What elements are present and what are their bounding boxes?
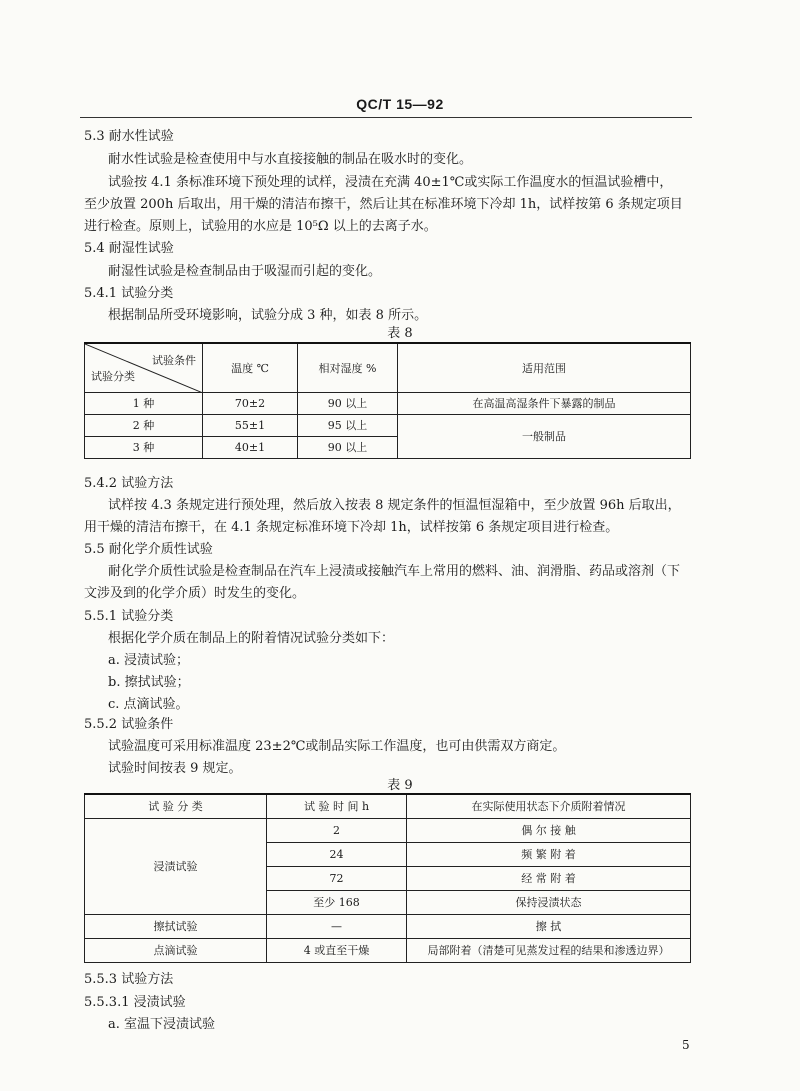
table-8-cell: 90 以上: [298, 392, 398, 414]
page-number: 5: [682, 1038, 690, 1052]
list-item: a. 浸渍试验；: [108, 653, 190, 668]
table-8-cell: 1 种: [85, 392, 203, 414]
standard-header: QC/T 15—92: [356, 96, 444, 112]
table-9-cell: 24: [267, 842, 407, 866]
table-9-cell: 2: [267, 818, 407, 842]
table-8-cell: 70±2: [203, 392, 298, 414]
section-5-5-3-1-heading: 5.5.3.1 浸渍试验: [84, 995, 186, 1010]
table-8: [84, 342, 691, 459]
table-9-cell: 擦 拭: [407, 914, 691, 938]
paragraph-line: 试验按 4.1 条标准环境下预处理的试样，浸渍在充满 40±1℃或实际工作温度水的恒温试验槽中，: [108, 175, 673, 190]
paragraph-line: 进行检查。原则上，试验用的水应是 10⁵Ω 以上的去离子水。: [84, 219, 437, 234]
table-9-cell: 频 繁 附 着: [407, 842, 691, 866]
paragraph-line: 根据化学介质在制品上的附着情况试验分类如下：: [108, 631, 395, 646]
table-9-cell: 保持浸渍状态: [407, 890, 691, 914]
paragraph-line: 用干燥的清洁布擦干，在 4.1 条规定标准环境下冷却 1h，试样按第 6 条规定项目进行检查。: [84, 520, 619, 535]
table-9-header: 试 验 分 类: [85, 794, 267, 818]
paragraph-line: 试样按 4.3 条规定进行预处理，然后放入按表 8 规定条件的恒温恒湿箱中，至少放置 96h 后取出，: [108, 498, 681, 513]
table-8-header: 温度 ℃: [203, 343, 298, 392]
table-9-cell: 4 或直至干燥: [267, 938, 407, 962]
paragraph-line: 至少放置 200h 后取出，用干燥的清洁布擦干，然后让其在标准环境下冷却 1h，试样按第 6 条规定项目: [84, 197, 683, 212]
table-8-cell: 在高温高湿条件下暴露的制品: [398, 392, 691, 414]
paragraph-line: 耐湿性试验是检查制品由于吸湿而引起的变化。: [108, 264, 382, 279]
table-9-cell: 经 常 附 着: [407, 866, 691, 890]
list-item: c. 点滴试验。: [108, 697, 189, 712]
table-9: [84, 793, 691, 963]
section-5-4-2-heading: 5.4.2 试验方法: [84, 476, 174, 491]
corner-bottom-label: 试验分类: [91, 369, 135, 383]
table-8-caption: 表 8: [387, 326, 413, 341]
table-9-header: 试 验 时 间 h: [267, 794, 407, 818]
table-8-header: 适用范围: [398, 343, 691, 392]
table-8-cell: 95 以上: [298, 414, 398, 436]
table-9-cell: 至少 168: [267, 890, 407, 914]
paragraph-line: 文涉及到的化学介质）时发生的变化。: [84, 586, 306, 601]
table-8-cell: 55±1: [203, 414, 298, 436]
section-5-5-3-heading: 5.5.3 试验方法: [84, 972, 174, 987]
paragraph-line: 根据制品所受环境影响，试验分成 3 种，如表 8 所示。: [108, 308, 428, 323]
list-item: b. 擦拭试验；: [108, 675, 190, 690]
paragraph-line: 试验温度可采用标准温度 23±2℃或制品实际工作温度，也可由供需双方商定。: [108, 739, 566, 754]
table-8-corner-cell: [85, 343, 203, 392]
list-item: a. 室温下浸渍试验: [108, 1017, 216, 1032]
table-8-cell: 2 种: [85, 414, 203, 436]
paragraph-line: 耐化学介质性试验是检查制品在汽车上浸渍或接触汽车上常用的燃料、油、润滑脂、药品或溶剂（下: [108, 564, 681, 579]
table-9-header: 在实际使用状态下介质附着情况: [407, 794, 691, 818]
section-5-5-heading: 5.5 耐化学介质性试验: [84, 542, 213, 557]
paragraph-line: 耐水性试验是检查使用中与水直接接触的制品在吸水时的变化。: [108, 152, 473, 167]
table-8-cell: 一般制品: [398, 414, 691, 458]
table-9-cell: 局部附着（清楚可见蒸发过程的结果和渗透边界）: [407, 938, 691, 962]
table-9-cell: 72: [267, 866, 407, 890]
section-5-4-1-heading: 5.4.1 试验分类: [84, 286, 174, 301]
table-9-caption: 表 9: [387, 778, 413, 793]
table-9-cell: —: [267, 914, 407, 938]
table-9-cell: 偶 尔 接 触: [407, 818, 691, 842]
table-8-header: 相对湿度 %: [298, 343, 398, 392]
section-5-3-heading: 5.3 耐水性试验: [84, 129, 174, 144]
section-5-5-1-heading: 5.5.1 试验分类: [84, 609, 174, 624]
table-9-cell: 擦拭试验: [85, 914, 267, 938]
table-8-cell: 90 以上: [298, 436, 398, 458]
section-5-4-heading: 5.4 耐湿性试验: [84, 241, 174, 256]
paragraph-line: 试验时间按表 9 规定。: [108, 761, 242, 776]
table-8-cell: 40±1: [203, 436, 298, 458]
header-rule: [80, 117, 692, 118]
table-9-cell: 点滴试验: [85, 938, 267, 962]
table-8-cell: 3 种: [85, 436, 203, 458]
corner-top-label: 试验条件: [152, 354, 196, 367]
table-9-cell: 浸渍试验: [85, 818, 267, 914]
section-5-5-2-heading: 5.5.2 试验条件: [84, 717, 174, 732]
